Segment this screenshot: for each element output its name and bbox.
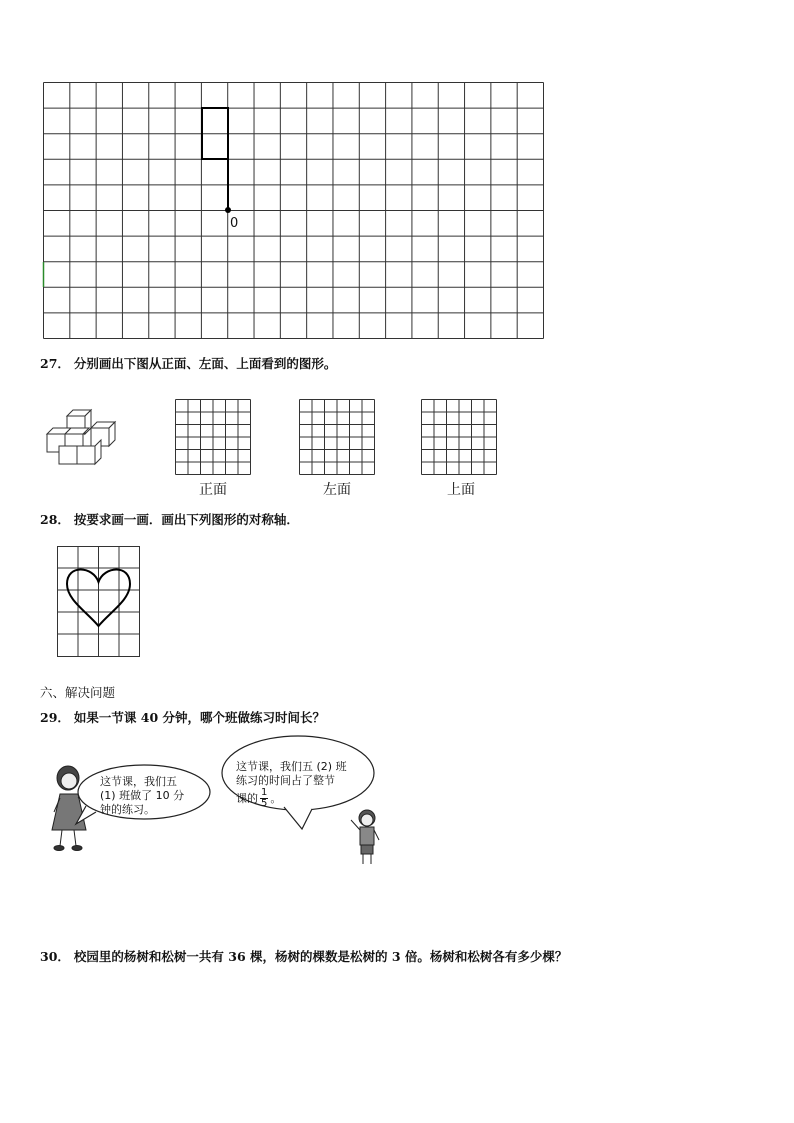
cube-stack-figure <box>45 406 125 466</box>
top-view-label: 上面 <box>447 482 475 498</box>
question-29-text: 如果一节课 40 分钟，哪个班做练习时间长？ <box>73 710 326 725</box>
section-6-title: 六、解决问题 <box>40 685 116 700</box>
boy-bubble-line-3 <box>236 788 347 809</box>
girl-bubble-line-2: (1) 班做了 10 分 <box>100 789 185 802</box>
question-30 <box>40 947 567 965</box>
left-view-grid <box>299 399 375 475</box>
boy-illustration <box>345 808 385 868</box>
grid-origin-label: 0 <box>230 216 239 231</box>
girl-bubble-line-1: 这节课，我们五 <box>100 775 177 788</box>
question-28-text: 按要求画一画．画出下列图形的对称轴． <box>73 512 299 527</box>
front-view-grid <box>175 399 251 475</box>
boy-bubble-line-3-text: 课的 <box>236 791 258 805</box>
coordinate-grid <box>43 82 547 342</box>
boy-bubble-line-1: 这节课，我们五 (2) 班 <box>236 760 347 773</box>
question-27-number: 27． <box>40 356 70 371</box>
question-30-text: 校园里的杨树和松树一共有 36 棵，杨树的棵数是松树的 3 倍。杨树和松树各有多少棵？ <box>73 949 568 964</box>
question-27 <box>40 354 336 372</box>
fraction-numerator: 1 <box>261 787 268 798</box>
boy-bubble-text <box>236 760 347 809</box>
girl-bubble-line-3: 钟的练习。 <box>100 803 155 816</box>
girl-bubble-text <box>100 775 184 817</box>
question-27-text: 分别画出下图从正面、左面、上面看到的图形。 <box>73 356 337 371</box>
heart-grid-figure <box>57 546 141 658</box>
question-30-number: 30． <box>40 949 70 964</box>
fraction-denominator: 5 <box>261 798 268 809</box>
top-view-grid <box>421 399 497 475</box>
question-29 <box>40 708 325 726</box>
fraction-suffix: 。 <box>270 791 282 805</box>
question-28 <box>40 510 299 528</box>
grid-origin-point <box>225 207 231 213</box>
question-29-number: 29． <box>40 710 70 725</box>
boy-bubble-line-2: 练习的时间占了整节 <box>236 774 335 787</box>
front-view-label: 正面 <box>199 482 227 498</box>
left-view-label: 左面 <box>323 482 351 498</box>
question-28-number: 28． <box>40 512 70 527</box>
fraction-one-fifth <box>260 788 268 809</box>
